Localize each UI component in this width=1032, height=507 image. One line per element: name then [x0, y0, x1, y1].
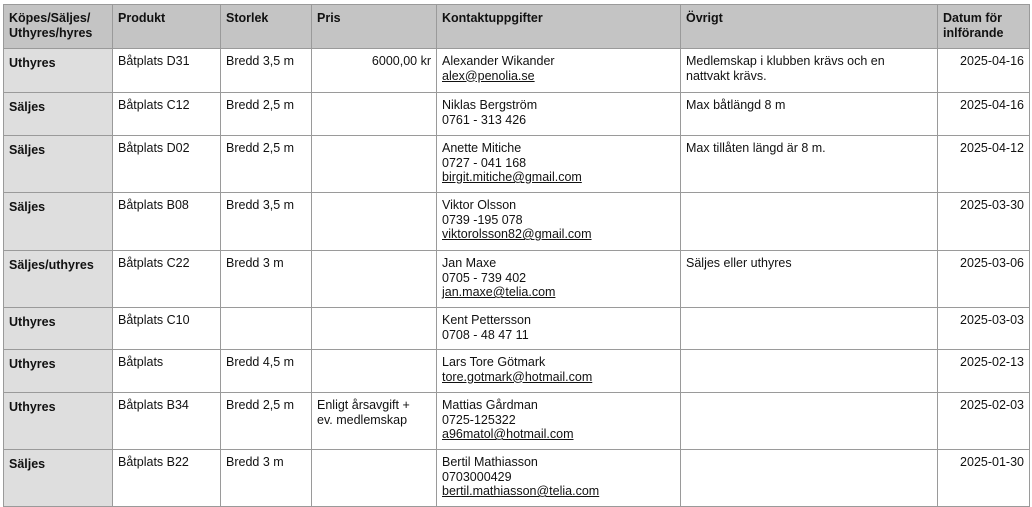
cell-type: Säljes [4, 450, 113, 507]
cell-other [681, 450, 938, 507]
cell-size: Bredd 4,5 m [221, 350, 312, 393]
cell-product: Båtplats [113, 350, 221, 393]
cell-other [681, 193, 938, 251]
other-line1: Max tillåten längd är 8 m. [686, 141, 826, 155]
cell-product: Båtplats D02 [113, 136, 221, 193]
cell-size: Bredd 2,5 m [221, 393, 312, 450]
contact-email-link[interactable]: bertil.mathiasson@telia.com [442, 484, 600, 498]
cell-date: 2025-04-16 [938, 49, 1030, 93]
contact-email-link[interactable]: tore.gotmark@hotmail.com [442, 369, 593, 384]
cell-size [221, 308, 312, 350]
cell-price [312, 350, 437, 393]
cell-type: Uthyres [4, 308, 113, 350]
contact-name: Viktor Olsson [442, 198, 517, 212]
contact-name: Jan Maxe [442, 256, 497, 270]
cell-type: Uthyres [4, 350, 113, 393]
contact-phone: 0761 - 313 426 [442, 112, 527, 127]
listings-table [3, 4, 1030, 507]
cell-size: Bredd 3 m [221, 450, 312, 507]
cell-contact [437, 393, 681, 450]
cell-date: 2025-03-06 [938, 251, 1030, 308]
contact-phone: 0725-125322 [442, 412, 516, 427]
table-row [4, 251, 1030, 308]
contact-phone: 0708 - 48 47 11 [442, 327, 529, 342]
cell-other [681, 49, 938, 93]
cell-price [312, 49, 437, 93]
cell-type: Säljes [4, 136, 113, 193]
cell-price [312, 393, 437, 450]
table-row [4, 193, 1030, 251]
contact-phone: 0727 - 041 168 [442, 155, 527, 170]
contact-name: Alexander Wikander [442, 54, 555, 68]
cell-product: Båtplats C12 [113, 93, 221, 136]
cell-contact [437, 93, 681, 136]
other-line1: Säljes eller uthyres [686, 256, 792, 270]
cell-type: Säljes/uthyres [4, 251, 113, 308]
cell-date: 2025-04-12 [938, 136, 1030, 193]
cell-other [681, 308, 938, 350]
cell-size: Bredd 2,5 m [221, 93, 312, 136]
contact-email-link[interactable]: jan.maxe@telia.com [442, 285, 556, 299]
cell-product: Båtplats C22 [113, 251, 221, 308]
cell-contact [437, 350, 681, 393]
cell-date: 2025-03-30 [938, 193, 1030, 251]
other-line1: Max båtlängd 8 m [686, 98, 786, 112]
cell-contact [437, 136, 681, 193]
cell-date: 2025-04-16 [938, 93, 1030, 136]
header-row [4, 5, 1030, 49]
cell-product: Båtplats B34 [113, 393, 221, 450]
cell-price [312, 308, 437, 350]
contact-email-link[interactable]: birgit.mitiche@gmail.com [442, 170, 582, 184]
cell-price [312, 136, 437, 193]
header-size: Storlek [221, 5, 312, 49]
cell-contact [437, 193, 681, 251]
contact-name: Anette Mitiche [442, 141, 522, 155]
other-line1: Medlemskap i klubben krävs och en [686, 54, 885, 68]
header-price: Pris [312, 5, 437, 49]
table-row [4, 136, 1030, 193]
contact-phone: 0739 -195 078 [442, 212, 523, 227]
cell-contact [437, 308, 681, 350]
cell-type: Uthyres [4, 49, 113, 93]
header-date-line1: Datum för [943, 11, 1003, 25]
cell-product: Båtplats B22 [113, 450, 221, 507]
contact-email-link[interactable]: alex@penolia.se [442, 68, 535, 83]
cell-price [312, 251, 437, 308]
cell-price [312, 450, 437, 507]
cell-product: Båtplats B08 [113, 193, 221, 251]
cell-other [681, 136, 938, 193]
table-row [4, 308, 1030, 350]
price-line2: ev. medlemskap [317, 412, 408, 427]
contact-name: Bertil Mathiasson [442, 455, 538, 469]
cell-size: Bredd 2,5 m [221, 136, 312, 193]
cell-other [681, 350, 938, 393]
cell-other [681, 93, 938, 136]
table-row [4, 393, 1030, 450]
contact-name: Lars Tore Götmark [442, 355, 546, 369]
cell-contact [437, 49, 681, 93]
cell-date: 2025-01-30 [938, 450, 1030, 507]
cell-date: 2025-02-03 [938, 393, 1030, 450]
cell-date: 2025-02-13 [938, 350, 1030, 393]
table-row [4, 350, 1030, 393]
price-line1: 6000,00 kr [371, 54, 431, 68]
header-other: Övrigt [681, 5, 938, 49]
header-type-line2: Uthyres/hyres [9, 25, 93, 40]
cell-type: Uthyres [4, 393, 113, 450]
table-row [4, 93, 1030, 136]
price-line1: Enligt årsavgift + [317, 398, 410, 412]
cell-price [312, 193, 437, 251]
contact-email-link[interactable]: a96matol@hotmail.com [442, 427, 574, 441]
cell-contact [437, 251, 681, 308]
cell-contact [437, 450, 681, 507]
header-date [938, 5, 1030, 49]
cell-size: Bredd 3 m [221, 251, 312, 308]
header-type [4, 5, 113, 49]
other-line2: nattvakt krävs. [686, 68, 767, 83]
table-row [4, 49, 1030, 93]
contact-name: Mattias Gårdman [442, 398, 538, 412]
header-contact: Kontaktuppgifter [437, 5, 681, 49]
contact-name: Kent Pettersson [442, 313, 531, 327]
cell-other [681, 393, 938, 450]
contact-name: Niklas Bergström [442, 98, 538, 112]
cell-type: Säljes [4, 193, 113, 251]
table-row [4, 450, 1030, 507]
header-type-line1: Köpes/Säljes/ [9, 11, 91, 25]
contact-phone: 0703000429 [442, 469, 512, 484]
cell-product: Båtplats C10 [113, 308, 221, 350]
cell-other [681, 251, 938, 308]
cell-type: Säljes [4, 93, 113, 136]
header-product: Produkt [113, 5, 221, 49]
contact-phone: 0705 - 739 402 [442, 270, 527, 285]
cell-product: Båtplats D31 [113, 49, 221, 93]
header-date-line2: inlförande [943, 25, 1004, 40]
contact-email-link[interactable]: viktorolsson82@gmail.com [442, 227, 592, 241]
cell-price [312, 93, 437, 136]
cell-date: 2025-03-03 [938, 308, 1030, 350]
cell-size: Bredd 3,5 m [221, 193, 312, 251]
cell-size: Bredd 3,5 m [221, 49, 312, 93]
